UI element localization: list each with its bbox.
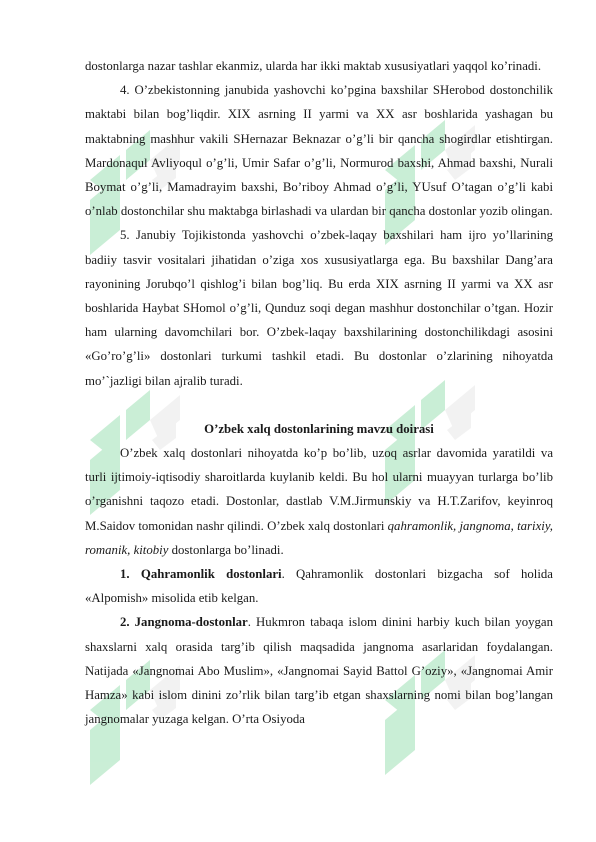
paragraph-continuation: dostonlarga nazar tashlar ekanmiz, ularda har ikki maktab xususiyatlari yaqqol ko’rinadi. [85, 59, 542, 73]
doston-types-list: qahramonlik, jangnoma, tarixiy, romanik, kitobiy [85, 518, 553, 557]
document-body [85, 54, 553, 731]
paragraph-jangnoma [85, 610, 553, 731]
paragraph-sherobod-school: 4. O’zbekistonning janubida yashovchi ko’pgina baxshilar SHerobod dostonchilik maktabi bilan bog’liqdir. XIX asrning II yarmi va XX asr boshlarida yashagan bu maktabning mashhur vakili SHernazar Beknazar o’g’li bir qancha shogirdlar etishtirgan. Mardonaqul Avliyoqul o’g’li, Umir Safar o’g’li, Normurod baxshi, Ahmad baxshi, Nurali Boymat o’g’li, Mamadrayim baxshi, Bo’riboy Ahmad o’g’li, YUsuf O’tagan o’g’li kabi o’nlab dostonchilar shu maktabga birlashadi va ulardan bir qancha dostonlar yozib olingan. [85, 83, 553, 219]
subheading-jangnoma: 2. Jangnoma-dostonlar [120, 615, 248, 630]
paragraph-doston-types [85, 441, 553, 562]
blank-line [85, 393, 553, 417]
paragraph-qahramonlik [85, 562, 553, 610]
paragraph-laqay-baxshilar: 5. Janubiy Tojikistonda yashovchi o’zbek-laqay baxshilari ham ijro yo’llarining badiiy tasvir vositalari jihatidan o’ziga xos xususiyatlarga ega. Bu baxshilar Dang’ara rayonining Jorubqo’l qishlog’i bilan bog’liq. Bu erda XIX asrning II yarmi va XX asr boshlarida Haybat SHomol o’g’li, Qunduz soqi degan mashhur dostonchilar o’tgan. Hozir ham ularning davomchilari bor. O’zbek-laqay baxshilarining dostonchilikdagi asosini «Go’ro’g’li» dostonlari turkumi tashkil etadi. Bu dostonlar o’zlarining nihoyatda mo’`jazligi bilan ajralib turadi. [85, 228, 553, 388]
paragraph-text: . Hukmron tabaqa islom dinini harbiy kuch bilan yoygan shaxslarni xalq orasida targ’ib qilish maqsadida jangnoma asarlaridan foydalangan. Natijada «Jangnomai Abo Muslim», «Jangnomai Sayid Battol G’oziy», «Jangnomai Amir Hamza» kabi islom dinini zo’rlik bilan targ’ib etgan shaxslarning nomi bilan bog’langan jangnomalar yuzaga kelgan. O’rta Osiyoda [85, 615, 553, 727]
paragraph-text-end: dostonlarga bo’linadi. [168, 542, 284, 557]
section-heading: O’zbek xalq dostonlarining mavzu doirasi [204, 421, 434, 436]
subheading-qahramonlik: 1. Qahramonlik dostonlari [120, 567, 282, 582]
paragraph-text: . Qahramonlik dostonlari bizgacha sof holida «Alpomish» misolida etib kelgan. [85, 567, 553, 606]
paragraph-text: O’zbek xalq dostonlari nihoyatda ko’p bo’lib, uzoq asrlar davomida yaratildi va turli ijtimoiy-iqtisodiy sharoitlarda kuylanib keldi. Bu hol ularni muayyan turlarga bo’lib o’rganishni taqozo etadi. Dostonlar, dastlab V.M.Jirmunskiy va H.T.Zarifov, keyinroq M.Saidov tomonidan nashr qilindi. O’zbek xalq dostonlari [85, 446, 553, 533]
